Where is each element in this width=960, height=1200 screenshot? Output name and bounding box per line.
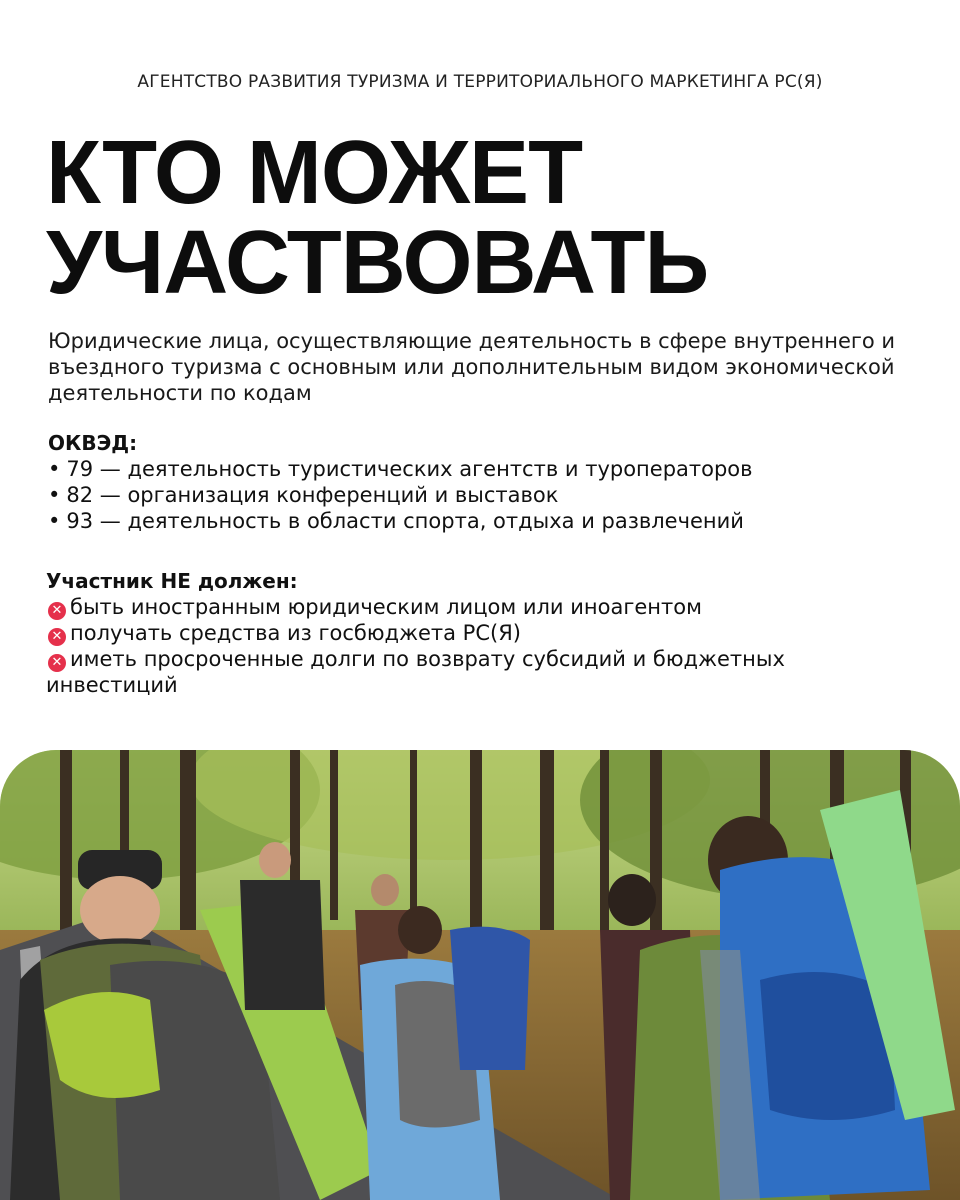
bullet-icon: • — [48, 509, 61, 533]
okved-list — [48, 456, 908, 534]
restriction-item-text: быть иностранным юридическим лицом или иноагентом — [70, 595, 702, 619]
restriction-item — [46, 620, 906, 646]
restriction-item — [46, 594, 906, 620]
restriction-item-text: иметь просроченные долги по возврату субсидий и бюджетных инвестиций — [46, 647, 785, 697]
okved-section — [48, 430, 908, 534]
restriction-item — [46, 646, 906, 698]
okved-item-text: 82 — организация конференций и выставок — [66, 483, 559, 507]
x-circle-icon: ✕ — [48, 628, 66, 646]
bullet-icon: • — [48, 457, 61, 481]
photo-illustration — [0, 750, 960, 1200]
okved-item — [48, 482, 908, 508]
restrictions-section — [46, 568, 906, 698]
okved-item — [48, 456, 908, 482]
intro-paragraph: Юридические лица, осуществляющие деятельность в сфере внутреннего и въездного туризма с основным или дополнительным видом экономической деятельности по кодам — [48, 329, 896, 405]
x-circle-icon: ✕ — [48, 602, 66, 620]
restrictions-list — [46, 594, 906, 698]
agency-name: АГЕНТСТВО РАЗВИТИЯ ТУРИЗМА И ТЕРРИТОРИАЛЬНОГО МАРКЕТИНГА РС(Я) — [137, 72, 823, 92]
okved-heading: ОКВЭД: — [48, 431, 138, 455]
x-circle-icon: ✕ — [48, 654, 66, 672]
okved-item-text: 93 — деятельность в области спорта, отдыха и развлечений — [66, 509, 744, 533]
okved-item-text: 79 — деятельность туристических агентств и туроператоров — [66, 457, 753, 481]
title-line-2: УЧАСТВОВАТЬ — [46, 213, 709, 313]
restriction-item-text: получать средства из госбюджета РС(Я) — [70, 621, 521, 645]
hikers-forest-photo — [0, 750, 960, 1200]
bullet-icon: • — [48, 483, 61, 507]
page-title — [46, 123, 709, 313]
title-line-1: КТО МОЖЕТ — [46, 123, 583, 223]
restrictions-heading: Участник НЕ должен: — [46, 569, 298, 593]
okved-item — [48, 508, 908, 534]
